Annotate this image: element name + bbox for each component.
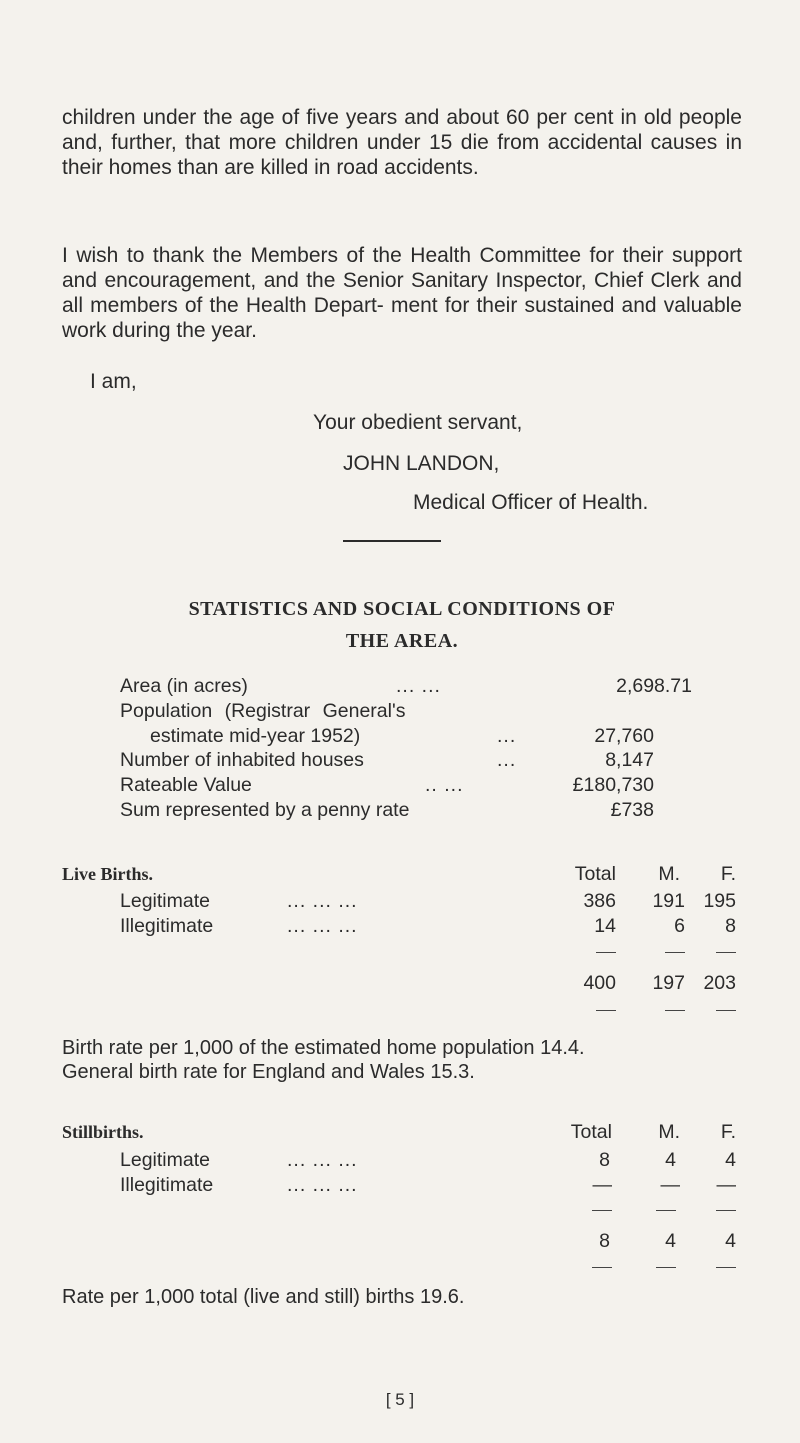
cell-total: 8 [599,1149,610,1171]
sum-rule [656,1267,676,1268]
cell-m: 191 [652,890,685,912]
table-row [0,1172,800,1198]
cell-total: 14 [594,915,616,937]
leader-dots: ... ... [396,675,441,697]
leader-dots: ... ... ... [287,1174,358,1196]
sum-rule [716,1267,736,1268]
birth-rate-line: Birth rate per 1,000 of the estimated home population 14.4. [62,1037,585,1059]
live-births-heading: Live Births. [62,864,154,884]
total-m: 4 [665,1230,676,1252]
leader-dots: .. ... [425,774,464,796]
section-heading: STATISTICS AND SOCIAL CONDITIONS OF [188,598,616,620]
row-label: Illegitimate [120,915,214,937]
section-heading-line2: THE AREA. [345,630,459,652]
letter-paragraph-1: children under the age of five years and about 60 per cent in old people and, further, that more children under 15 die from accidental causes in their homes than are killed in road accidents. [62,106,742,179]
live-births-header [0,861,800,887]
signatory-title: Medical Officer of Health. [413,491,649,514]
sum-rule [592,1267,612,1268]
stat-value: 8,147 [605,749,654,771]
cell-f: 8 [725,915,736,937]
cell-total: 386 [583,890,616,912]
col-m: M. [658,1121,680,1143]
col-f: F. [720,863,736,885]
stillbirths-header [0,1119,800,1145]
leader-dots: ... [497,725,517,747]
total-total: 400 [583,972,616,994]
stat-label: Sum represented by a penny rate [120,799,410,821]
sum-rule [716,1010,736,1011]
row-label: Legitimate [120,1149,210,1171]
leader-dots: ... [497,749,517,771]
stat-value: 2,698.71 [616,675,692,697]
total-m: 197 [652,972,685,994]
stillbirths-heading: Stillbirths. [62,1122,144,1142]
table-row [0,1147,800,1173]
valediction: Your obedient servant, [313,411,523,434]
sum-rule-row [0,1255,800,1281]
stat-row-rateable [0,772,800,798]
sum-rule [596,1010,616,1011]
page-number: [ 5 ] [385,1390,415,1409]
sum-rule [716,952,736,953]
cell-f: 4 [725,1149,736,1171]
cell-total: — [592,1174,612,1196]
sum-rule-row [0,998,800,1024]
sum-rule [596,952,616,953]
sum-rule [656,1210,676,1211]
sum-rule [665,1010,685,1011]
stat-row-penny-rate [0,797,800,823]
cell-m: 6 [674,915,685,937]
cell-m: 4 [665,1149,676,1171]
leader-dots: ... ... ... [287,1149,358,1171]
total-total: 8 [599,1230,610,1252]
sum-rule-row [0,940,800,966]
stat-row-population [0,698,800,724]
cell-m: — [660,1174,680,1196]
stat-value: £738 [610,799,654,821]
col-m: M. [658,863,680,885]
stat-value: £180,730 [572,774,654,796]
col-total: Total [574,863,616,885]
stat-label: Number of inhabited houses [120,749,364,771]
stat-row-houses [0,747,800,773]
sum-rule [665,952,685,953]
sum-rule [716,1210,736,1211]
stat-row-estimate [0,723,800,749]
leader-dots: ... ... ... [287,915,358,937]
totals-row [0,970,800,996]
letter-paragraph-2: I wish to thank the Members of the Health Committee for their support and encouragement, and the Senior Sanitary Inspector, Chief Clerk and all members of the Health Depart- ment for their sustained and valuable work during the year. [62,244,742,342]
still-rate-line: Rate per 1,000 total (live and still) births 19.6. [62,1286,465,1308]
leader-dots: ... ... ... [287,890,358,912]
table-row [0,888,800,914]
total-f: 203 [703,972,736,994]
signatory-name: JOHN LANDON, [343,452,500,475]
totals-row [0,1228,800,1254]
stat-label: estimate mid-year 1952) [150,725,361,747]
stat-value: 27,760 [594,725,654,747]
row-label: Illegitimate [120,1174,214,1196]
divider-rule [343,540,441,542]
stat-row-area [0,673,800,699]
general-birth-rate-line: General birth rate for England and Wales 15.3. [62,1061,475,1083]
total-f: 4 [725,1230,736,1252]
stat-label: Area (in acres) [120,675,248,697]
sum-rule [592,1210,612,1211]
col-total: Total [570,1121,612,1143]
sum-rule-row [0,1198,800,1224]
row-label: Legitimate [120,890,210,912]
cell-f: — [716,1174,736,1196]
cell-f: 195 [703,890,736,912]
stat-label: Rateable Value [120,774,252,796]
col-f: F. [720,1121,736,1143]
closing: I am, [90,370,137,393]
table-row [0,913,800,939]
stat-label: Population (Registrar General's [120,700,406,722]
